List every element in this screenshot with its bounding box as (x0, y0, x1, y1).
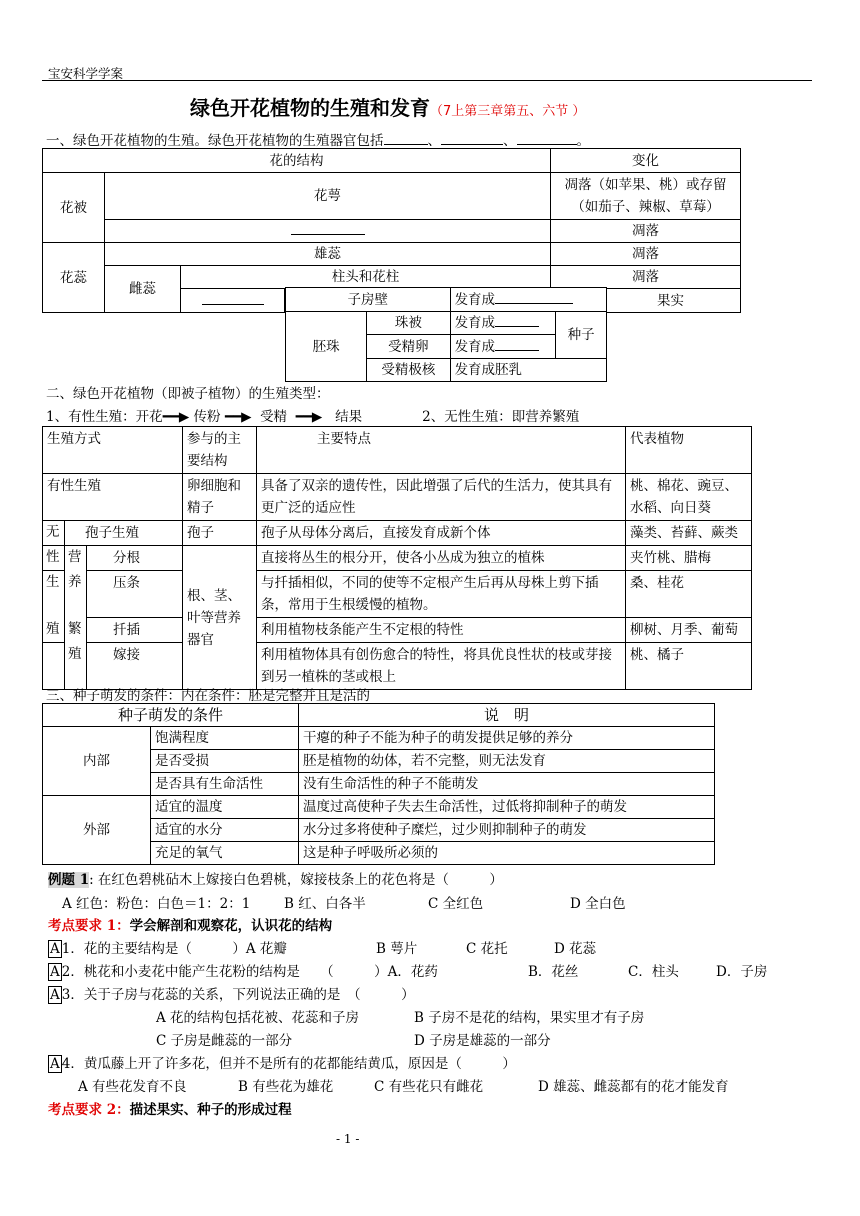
germ-desc-5: 这是种子呼吸所必须的 (299, 842, 715, 865)
section3-title: 三、种子萌发的条件：内在条件：胚是完整并且是活的 (46, 688, 370, 704)
germ-head-cond: 种子萌发的条件 (43, 704, 299, 727)
title-sub: （7上第三章第五、六节 ） (430, 104, 586, 119)
germ-inner: 内部 (43, 727, 151, 796)
cell-petal-blank (105, 220, 551, 243)
germ-desc-1: 胚是植物的幼体，若不完整，则无法发育 (299, 750, 715, 773)
q4-opt-c: C 有些花只有雌花 (374, 1079, 484, 1095)
cell-zhutou-change: 凋落 (551, 266, 741, 289)
page-title (190, 92, 585, 121)
q3-opt-a: A 花的结构包括花被、花蕊和子房 (156, 1010, 360, 1026)
head-plants: 代表植物 (626, 427, 752, 474)
q4-opt-d: D 雄蕊、雌蕊都有的花才能发育 (538, 1079, 729, 1095)
cell-huae-change: 凋落（如苹果、桃）或存留（如茄子、辣椒、草莓） (551, 173, 741, 220)
cell-zifang-blank (181, 289, 285, 313)
veg-char-4: 殖 (65, 643, 87, 690)
cell-zhubei: 珠被 (367, 312, 450, 335)
veg-row-1-name: 压条 (87, 571, 183, 618)
cell-shoujingjihe: 受精极核 (367, 359, 450, 382)
cell-petal-change: 凋落 (551, 220, 741, 243)
germ-cond-4: 适宜的水分 (151, 819, 299, 842)
asexual-char-3: 生 (43, 571, 65, 618)
example1-label: 例题 1 (48, 872, 90, 888)
germ-head-desc: 说 明 (299, 704, 715, 727)
example1-opt-a: A 红色：粉色：白色＝1：2：1 (62, 896, 251, 912)
requirement-1: 考点要求 1：学会解剖和观察花，认识花的结构 (48, 918, 333, 934)
header-school: 宝安科学学案 (48, 66, 124, 81)
section2-line: 1、有性生殖：开花━━▶ 传粉 ━━▶ 受精 ━━▶ 结果 2、无性生殖：即营养繁殖 (46, 409, 580, 425)
germ-outer: 外部 (43, 796, 151, 865)
cell-zhongzi: 种子 (556, 312, 607, 359)
question-4: A 4．黄瓜藤上开了许多花，但并不是所有的花都能结黄瓜，原因是（ ） (50, 1056, 516, 1072)
veg-row-0-feature: 直接将丛生的根分开，使各小丛成为独立的植株 (257, 546, 626, 571)
example1: 例题 1: 在红色碧桃砧木上嫁接白色碧桃，嫁接枝条上的花色将是（ ） (48, 872, 503, 888)
section1-intro: 一、绿色开花植物的生殖。绿色开花植物的生殖器官包括 、 、 。 (46, 133, 590, 149)
section2-title: 二、绿色开花植物（即被子植物）的生殖类型： (46, 386, 330, 402)
germ-desc-2: 没有生命活性的种子不能萌发 (299, 773, 715, 796)
cell-guoshi: 果实 (601, 289, 741, 313)
head-method: 生殖方式 (43, 427, 183, 474)
cell-cirui: 雌蕊 (105, 266, 181, 313)
sexual-struct: 卵细胞和精子 (183, 474, 257, 521)
germ-cond-3: 适宜的温度 (151, 796, 299, 819)
header-divider (42, 80, 812, 81)
spore-struct: 孢子 (183, 521, 257, 546)
blank-3 (517, 144, 577, 145)
cell-huae: 花萼 (105, 173, 551, 220)
arrow-icon: ━━▶ (295, 409, 323, 425)
cell-huarui: 花蕊 (43, 243, 105, 313)
germ-desc-0: 干瘪的种子不能为种子的萌发提供足够的养分 (299, 727, 715, 750)
cell-peiru: 发育成胚乳 (450, 359, 606, 382)
page-number: - 1 - (336, 1132, 360, 1146)
cell-peizhu: 胚珠 (286, 312, 367, 382)
veg-row-3-name: 嫁接 (87, 643, 183, 690)
reproduction-table (42, 426, 752, 690)
asexual-char-4: 殖 (43, 618, 65, 643)
q3-opt-b: B 子房不是花的结构，果实里才有子房 (414, 1010, 645, 1026)
cell-xiongrui-change: 凋落 (551, 243, 741, 266)
germ-desc-3: 温度过高使种子失去生命活性，过低将抑制种子的萌发 (299, 796, 715, 819)
example1-opt-c: C 全红色 (428, 896, 484, 912)
germ-cond-5: 充足的氧气 (151, 842, 299, 865)
germ-cond-1: 是否受损 (151, 750, 299, 773)
blank-2 (441, 144, 503, 145)
head-feature: 主要特点 (257, 427, 626, 474)
cell-zifangbi-dev: 发育成 (450, 288, 606, 312)
q1-opt-b: B 萼片 (376, 941, 418, 957)
blank-1 (384, 144, 428, 145)
cell-shoujingluan-dev: 发育成 (450, 335, 556, 359)
cell-zhubei-dev: 发育成 (450, 312, 556, 335)
veg-row-2-feature: 利用植物枝条能产生不定根的特性 (257, 618, 626, 643)
veg-row-0-plants: 夹竹桃、腊梅 (626, 546, 752, 571)
q4-opt-a: A 有些花发育不良 (78, 1079, 187, 1095)
answer-box: A (50, 987, 60, 1003)
head-structure: 花的结构 (43, 149, 551, 173)
veg-row-3-feature: 利用植物体具有创伤愈合的特性，将具优良性状的枝或芽接到另一植株的茎或根上 (257, 643, 626, 690)
q2-opt-b: B．花丝 (528, 964, 579, 980)
veg-row-2-plants: 柳树、月季、葡萄 (626, 618, 752, 643)
cell-shoujingluan: 受精卵 (367, 335, 450, 359)
head-struct: 参与的主要结构 (183, 427, 257, 474)
q3-opt-d: D 子房是雄蕊的一部分 (414, 1033, 551, 1049)
q2-opt-d: D．子房 (716, 964, 768, 980)
title-main: 绿色开花植物的生殖和发育 (190, 96, 430, 120)
question-1: A 1．花的主要结构是（ ）A 花瓣 (50, 941, 287, 957)
arrow-icon: ━━▶ (224, 409, 252, 425)
asexual-char-1: 无 (43, 521, 65, 546)
q3-opt-c: C 子房是雌蕊的一部分 (156, 1033, 293, 1049)
head-change: 变化 (551, 149, 741, 173)
spore-feature: 孢子从母体分离后，直接发育成新个体 (257, 521, 626, 546)
veg-row-1-feature: 与扦插相似，不同的使等不定根产生后再从母株上剪下插条，常用于生根缓慢的植物。 (257, 571, 626, 618)
arrow-icon: ━━▶ (162, 409, 190, 425)
q1-opt-c: C 花托 (466, 941, 508, 957)
question-3: A 3．关于子房与花蕊的关系，下列说法正确的是 （ ） (50, 987, 415, 1003)
sexual-name: 有性生殖 (43, 474, 183, 521)
cell-zifangbi: 子房壁 (286, 288, 451, 312)
veg-char-1: 营 (65, 546, 87, 571)
veg-row-3-plants: 桃、橘子 (626, 643, 752, 690)
answer-box: A (50, 964, 60, 980)
asexual-char-2: 性 (43, 546, 65, 571)
q2-opt-c: C．柱头 (628, 964, 679, 980)
question-2: A 2．桃花和小麦花中能产生花粉的结构是 （ ）A．花药 (50, 964, 438, 980)
veg-row-2-name: 扦插 (87, 618, 183, 643)
veg-struct: 根、茎、叶等营养器官 (183, 546, 257, 690)
spore-plants: 藻类、苔藓、蕨类 (626, 521, 752, 546)
germ-cond-0: 饱满程度 (151, 727, 299, 750)
example1-opt-d: D 全白色 (570, 896, 626, 912)
germ-desc-4: 水分过多将使种子糜烂，过少则抑制种子的萌发 (299, 819, 715, 842)
germ-cond-2: 是否具有生命活性 (151, 773, 299, 796)
answer-box: A (50, 941, 60, 957)
answer-box: A (50, 1056, 60, 1072)
requirement-2: 考点要求 2：描述果实、种子的形成过程 (48, 1102, 292, 1118)
cell-huabei: 花被 (43, 173, 105, 243)
veg-char-2: 养 (65, 571, 87, 618)
germination-table (42, 703, 715, 865)
ovary-subtable (285, 287, 607, 382)
sexual-feature: 具备了双亲的遗传性，因此增强了后代的生活力，使其具有更广泛的适应性 (257, 474, 626, 521)
example1-opt-b: B 红、白各半 (284, 896, 366, 912)
cell-zhutou: 柱头和花柱 (181, 266, 551, 289)
veg-char-3: 繁 (65, 618, 87, 643)
veg-row-0-name: 分根 (87, 546, 183, 571)
q4-opt-b: B 有些花为雄花 (238, 1079, 334, 1095)
veg-row-1-plants: 桑、桂花 (626, 571, 752, 618)
spore-name: 孢子生殖 (65, 521, 183, 546)
cell-xiongrui: 雄蕊 (105, 243, 551, 266)
sexual-plants: 桃、棉花、豌豆、水稻、向日葵 (626, 474, 752, 521)
q1-opt-d: D 花蕊 (554, 941, 597, 957)
